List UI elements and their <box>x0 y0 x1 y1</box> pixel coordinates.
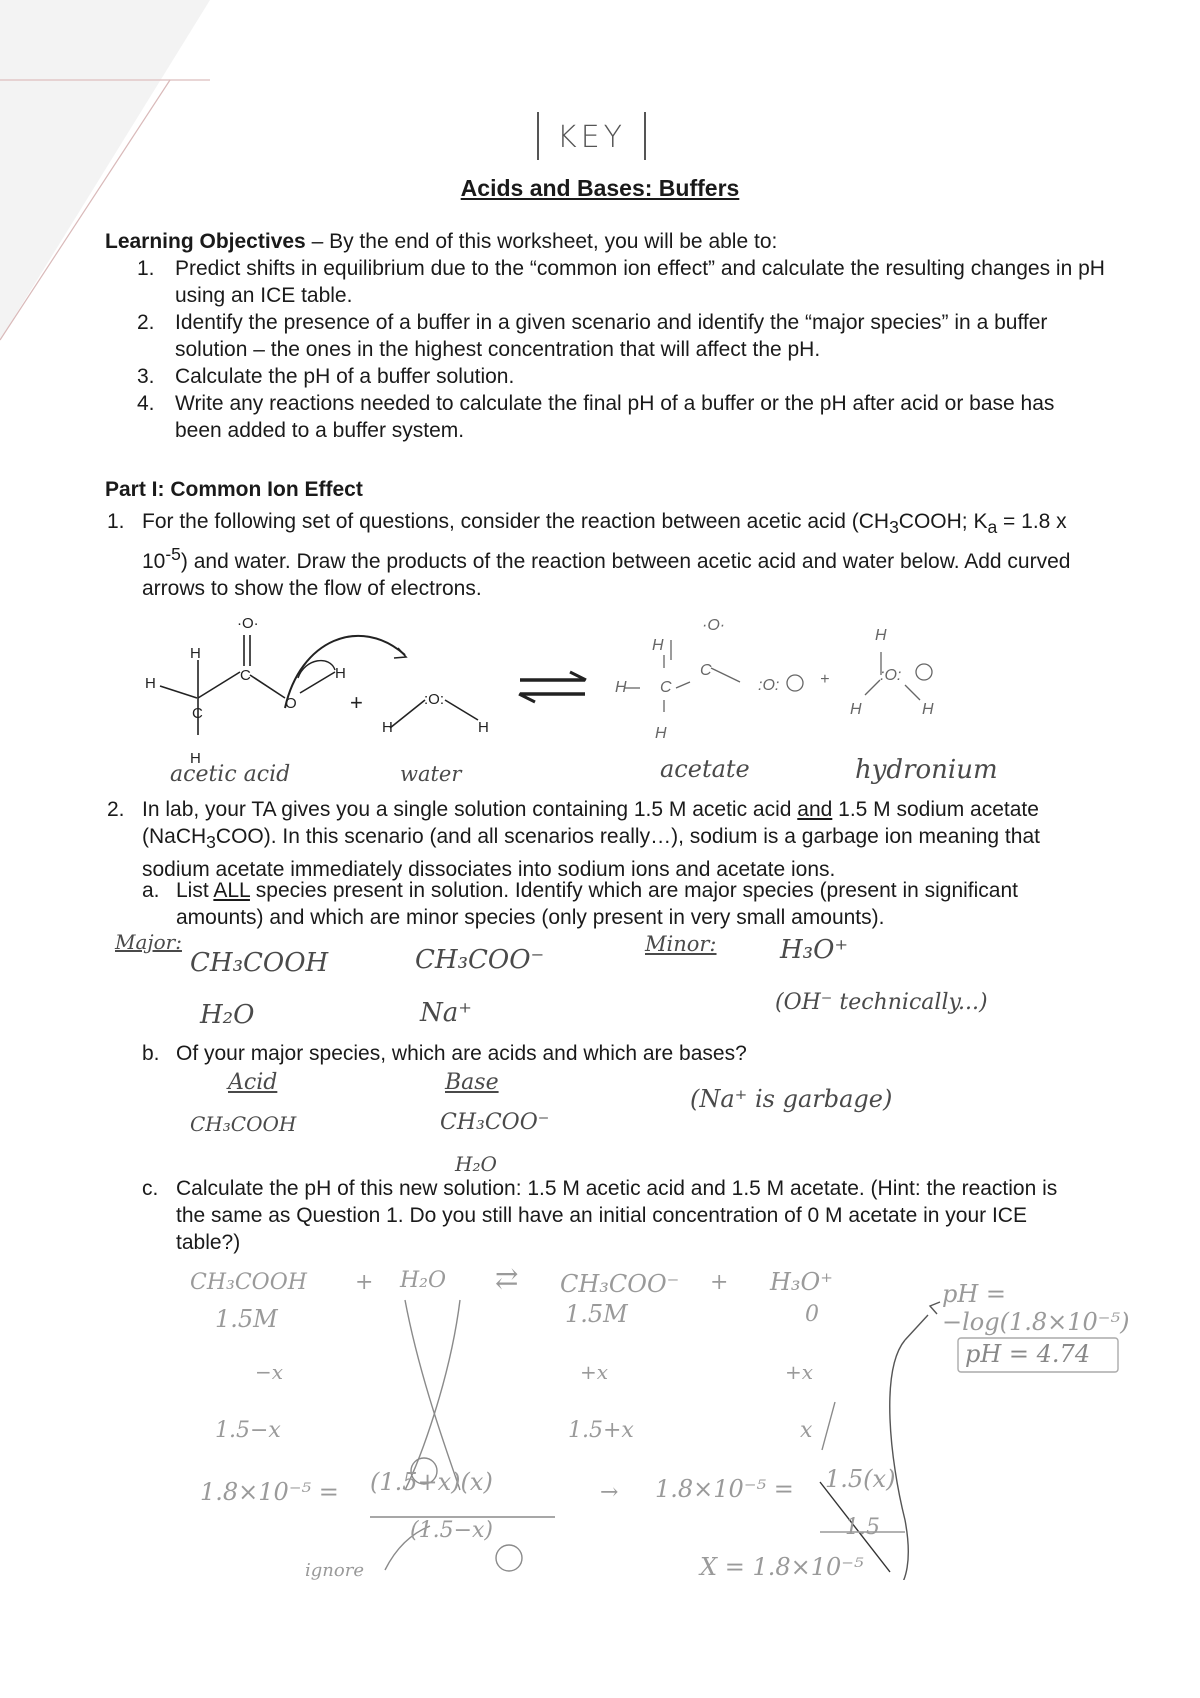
atom-h: H <box>922 701 934 718</box>
atom-o: ·O· <box>237 615 259 632</box>
label-acetic-acid: acetic acid <box>170 762 291 787</box>
ice-initial-h3o: 0 <box>805 1302 819 1327</box>
subscript: 3 <box>206 832 216 853</box>
q1-text: For the following set of questions, consider the reaction between acetic acid (CH <box>142 510 890 533</box>
answer-base-1: CH₃COO⁻ <box>440 1110 550 1135</box>
objective-number: 2. <box>137 311 155 334</box>
minor-label: Minor: <box>645 932 717 956</box>
answer-oh: (OH⁻ technically...) <box>775 990 988 1015</box>
objective-text: Write any reactions needed to calculate the final pH of a buffer or the pH after acid or base has been added to a buffer system. <box>175 392 1055 442</box>
ice-water-header: H₂O <box>400 1268 447 1293</box>
q2b-text: Of your major species, which are acids and which are bases? <box>176 1042 747 1065</box>
atom-o: O <box>285 695 297 712</box>
ice-initial-base: 1.5M <box>565 1300 628 1328</box>
atom-h: H <box>190 750 201 767</box>
atom-h: H <box>145 675 156 692</box>
question-2a <box>142 877 1086 931</box>
q1-text: COOH; K <box>898 510 988 533</box>
objective-text: Calculate the pH of a buffer solution. <box>175 365 515 388</box>
ice-acid-header: CH₃COOH <box>190 1270 307 1295</box>
objective-item <box>105 309 1105 363</box>
atom-o: :O: <box>880 667 902 684</box>
objectives-intro: – By the end of this worksheet, you will be able to: <box>305 230 778 253</box>
ice-equil-acid: 1.5−x <box>215 1418 281 1443</box>
question-letter: a. <box>142 879 160 902</box>
objectives-list <box>105 255 1105 444</box>
q2-text: In lab, your TA gives you a single solution containing 1.5 M acetic acid <box>142 798 798 821</box>
answer-h3o: H₃O⁺ <box>780 935 849 965</box>
atom-c: C <box>660 679 672 696</box>
answer-base-2: H₂O <box>455 1152 497 1176</box>
q1-text: ) and water. Draw the products of the reaction between acetic acid and water below. Add curved arrows to show the flow of electrons. <box>142 550 1071 601</box>
label-water: water <box>400 762 462 786</box>
part-heading: Part I: Common Ion Effect <box>105 478 363 501</box>
ice-change-h3o: +x <box>785 1360 814 1384</box>
question-2b <box>142 1040 1076 1067</box>
atom-c: C <box>192 705 203 722</box>
objective-item <box>105 363 1105 390</box>
ice-initial-acid: 1.5M <box>215 1305 278 1333</box>
question-letter: c. <box>142 1177 159 1200</box>
major-label: Major: <box>115 930 182 954</box>
ice-h3o-header: H₃O⁺ <box>770 1268 833 1296</box>
question-number: 2. <box>107 798 125 821</box>
question-letter: b. <box>142 1042 160 1065</box>
q2-text: 1.5 M sodium acetate (NaCH <box>142 798 1039 848</box>
ice-equil-base: 1.5+x <box>568 1418 634 1443</box>
page-title: Acids and Bases: Buffers <box>460 175 740 201</box>
answer-ch3coo: CH₃COO⁻ <box>415 945 545 975</box>
x-result: X = 1.8×10⁻⁵ <box>700 1553 864 1581</box>
ph-calculation: pH = −log(1.8×10⁻⁵) <box>942 1280 1130 1336</box>
ice-base-header: CH₃COO⁻ <box>560 1270 680 1298</box>
plus-sign: + <box>820 671 830 688</box>
atom-o: :O: <box>424 691 445 708</box>
objective-number: 3. <box>137 365 155 388</box>
ka-numerator: (1.5+x)(x) <box>370 1468 493 1496</box>
learning-objectives <box>105 228 1105 444</box>
atom-h: H <box>382 719 393 736</box>
ice-plus: + <box>355 1270 374 1295</box>
answer-ch3cooh: CH₃COOH <box>190 948 329 978</box>
acetic-acid-structure <box>160 635 586 735</box>
subscript: 3 <box>889 517 899 538</box>
question-1 <box>107 508 1082 602</box>
atom-c: C <box>700 662 712 679</box>
atom-c: C <box>240 667 251 684</box>
ice-equilibrium-arrow: ⇄ <box>495 1262 519 1295</box>
ice-plus: + <box>710 1270 729 1295</box>
question-2c <box>142 1175 1076 1256</box>
q2a-emphasis: ALL <box>213 879 250 902</box>
q2-text: COO). In this scenario (and all scenarios really…), sodium is a garbage ion meaning that sodium acetate immediately dissociates into sodium ions and acetate ions. <box>142 825 1040 882</box>
ka-simplified-denominator: 1.5 <box>845 1515 880 1540</box>
ka-simplified: 1.8×10⁻⁵ = <box>655 1475 794 1503</box>
answer-acid: CH₃COOH <box>190 1112 297 1136</box>
atom-o: :O: <box>758 677 780 694</box>
ignore-note: ignore <box>305 1560 364 1581</box>
atom-h: H <box>478 719 489 736</box>
simplify-arrow: → <box>600 1480 619 1505</box>
plus-sign: + <box>350 690 363 715</box>
label-acetate: acetate <box>660 755 750 783</box>
q1-text: = 1.8 x 10 <box>142 510 1067 574</box>
subscript: a <box>987 517 998 538</box>
objective-item <box>105 255 1105 309</box>
q2-emphasis: and <box>797 798 833 821</box>
atom-h: H <box>655 725 667 742</box>
objective-item <box>105 390 1105 444</box>
answer-h2o: H₂O <box>200 1000 255 1030</box>
answer-key-stamp: KEY <box>537 112 646 160</box>
answer-garbage-note: (Na⁺ is garbage) <box>690 1085 893 1113</box>
acetic-acid-atoms <box>145 615 489 767</box>
ka-simplified-numerator: 1.5(x) <box>825 1465 896 1493</box>
base-label: Base <box>445 1070 499 1095</box>
objectives-heading: Learning Objectives <box>105 230 306 253</box>
answer-na: Na⁺ <box>420 998 472 1028</box>
ka-expression: 1.8×10⁻⁵ = <box>200 1478 339 1506</box>
atom-h: H <box>190 645 201 662</box>
ka-denominator: (1.5−x) <box>410 1518 493 1543</box>
atom-h: H <box>850 701 862 718</box>
objective-text: Identify the presence of a buffer in a given scenario and identify the “major species” in a buffer solution – the ones in the highest concentration that will affect the pH. <box>175 311 1048 361</box>
label-hydronium: hydronium <box>855 755 998 785</box>
objectives-heading-line <box>105 228 1105 255</box>
ice-change-base: +x <box>580 1360 609 1384</box>
ice-equil-h3o: x <box>800 1418 813 1443</box>
atom-h: H <box>875 627 887 644</box>
acetate-atoms <box>615 617 934 742</box>
objective-text: Predict shifts in equilibrium due to the “common ion effect” and calculate the resulting changes in pH using an ICE table. <box>175 257 1105 307</box>
ph-final-answer: pH = 4.74 <box>965 1340 1091 1368</box>
superscript: -5 <box>165 544 181 565</box>
acid-label: Acid <box>228 1070 278 1095</box>
question-number: 1. <box>107 510 125 533</box>
atom-h: H <box>335 665 346 682</box>
atom-h: H <box>652 637 664 654</box>
q2c-text: Calculate the pH of this new solution: 1.5 M acetic acid and 1.5 M acetate. (Hint: the reaction is the same as Question 1. Do you still have an initial concentration of 0 M acetate in your ICE table?) <box>176 1177 1058 1254</box>
objective-number: 4. <box>137 392 155 415</box>
objective-number: 1. <box>137 257 155 280</box>
question-2 <box>107 796 1097 883</box>
q2a-text: List <box>176 879 214 902</box>
atom-h: H <box>615 679 627 696</box>
q2a-text: species present in solution. Identify which are major species (present in significant amounts) and which are minor species (only present in very small amounts). <box>176 879 1019 929</box>
ice-change-acid: −x <box>255 1360 284 1384</box>
atom-o: ·O· <box>702 617 726 634</box>
